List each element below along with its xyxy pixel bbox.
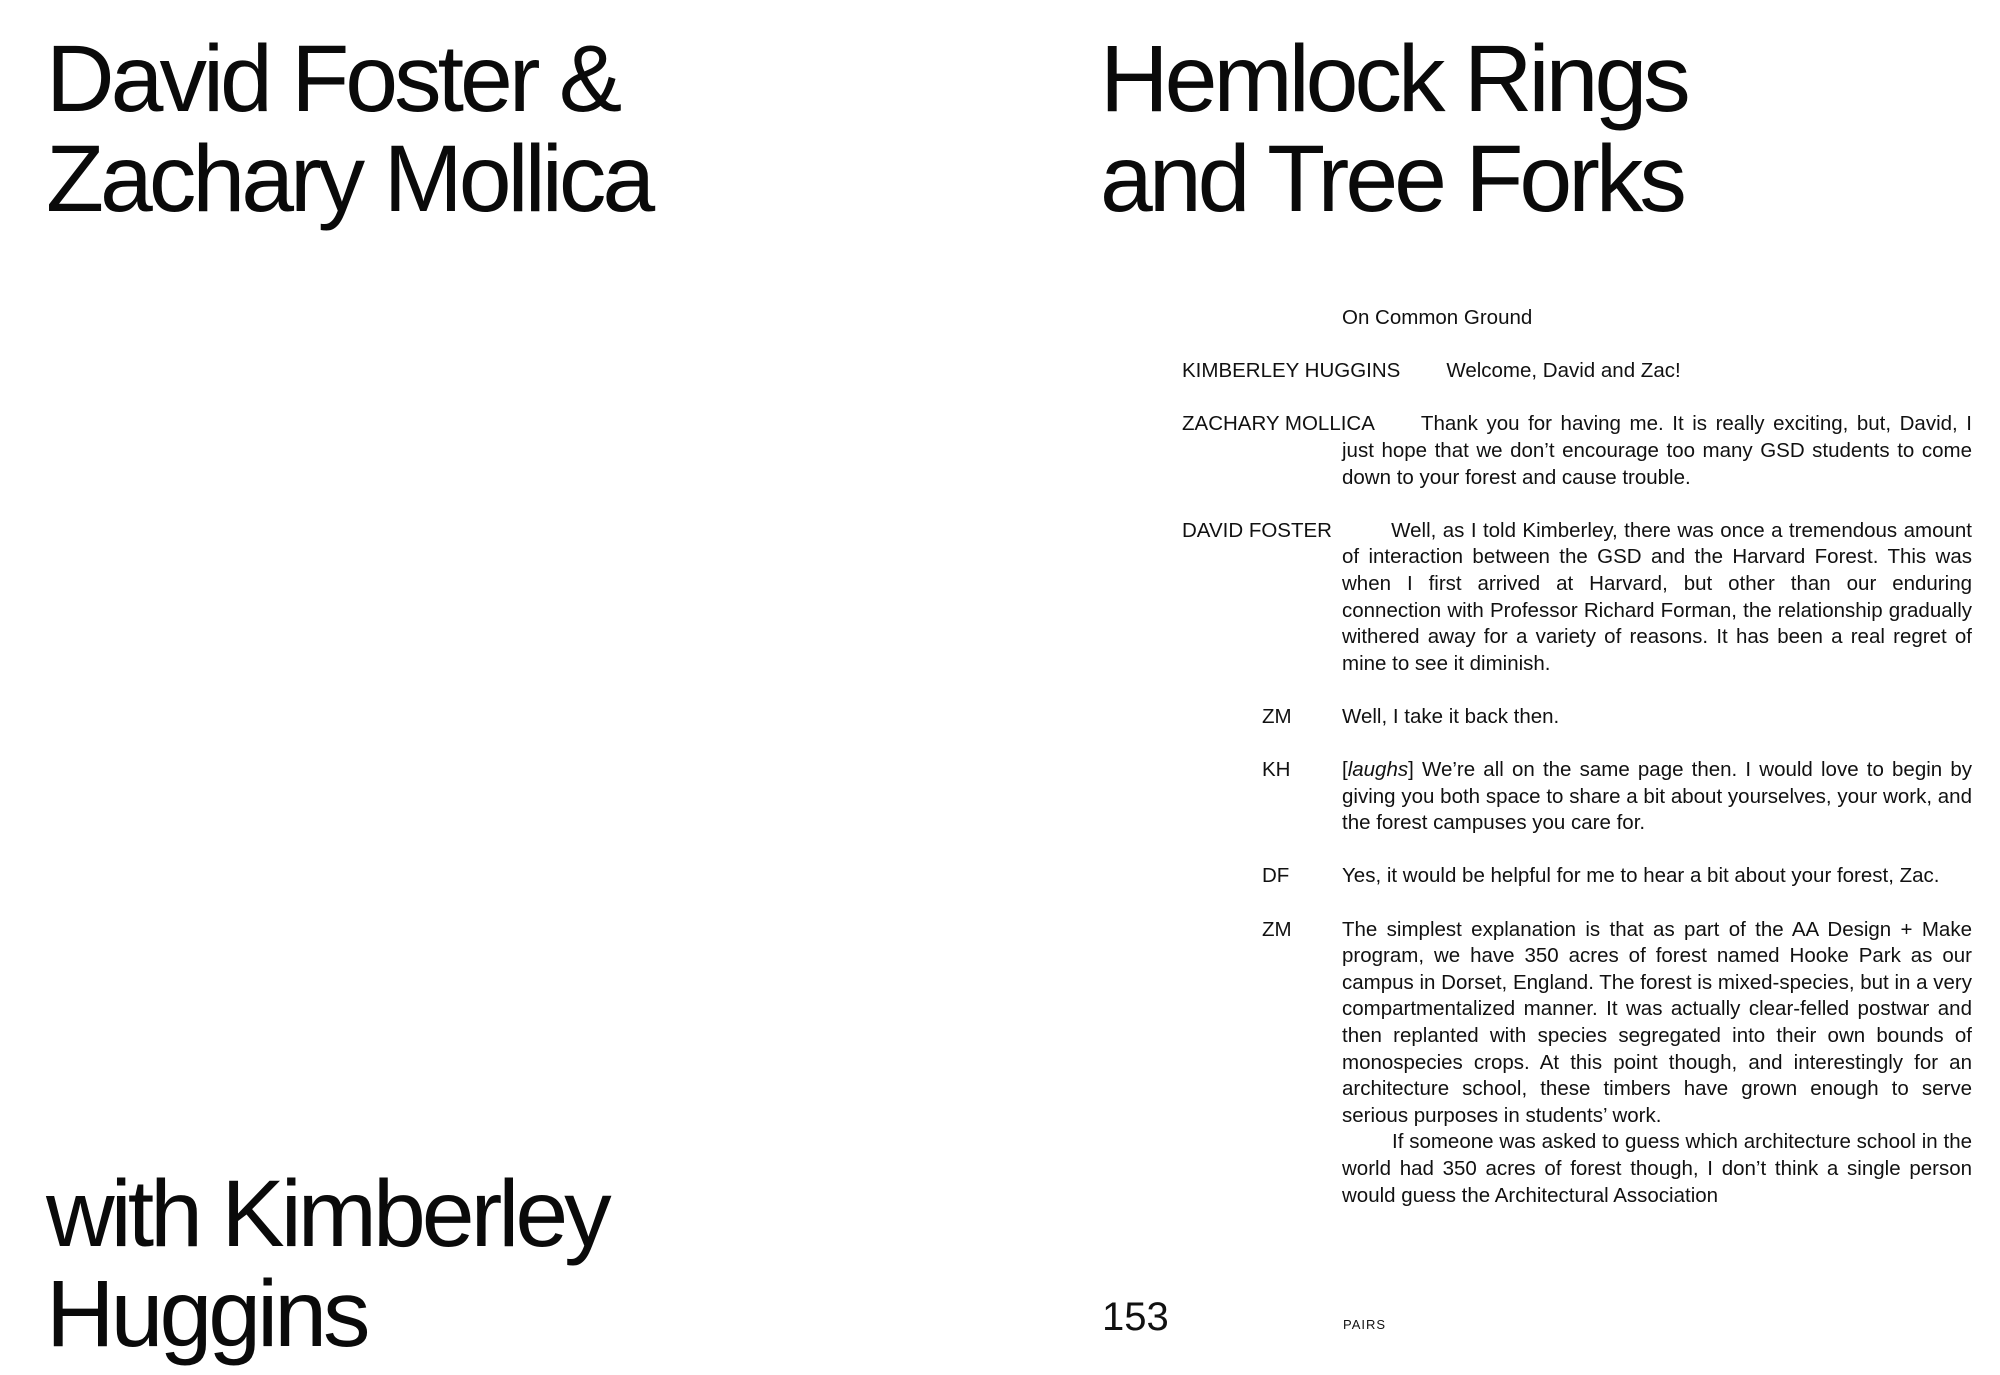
- dialogue-text: We’re all on the same page then. I would love to begin by giving you both space to share a bit about yourselves, your work, and the forest campuses you care for.: [1342, 758, 1972, 835]
- speaker-name: ZACHARY MOLLICA: [1182, 412, 1375, 436]
- left-subtitle-line-2: Huggins: [46, 1261, 367, 1367]
- dialogue-text-continued: If someone was asked to guess which architecture school in the world had 350 acres of forest though, I don’t think a single person would guess the Architectural Association: [1342, 1130, 1972, 1207]
- running-footer: PAIRS: [1343, 1317, 1387, 1332]
- right-title-line-2: and Tree Forks: [1100, 126, 1683, 232]
- left-page-title: [46, 26, 652, 232]
- left-title-line-1: David Foster &: [46, 26, 619, 132]
- speaker-initials: ZM: [1262, 704, 1292, 728]
- dialogue-turn: [1182, 411, 1972, 491]
- speaker-name: DAVID FOSTER: [1182, 518, 1332, 542]
- left-subtitle-line-1: with Kimberley: [46, 1161, 608, 1267]
- dialogue-text: Well, I take it back then.: [1342, 704, 1560, 728]
- dialogue-text: Thank you for having me. It is really exciting, but, David, I just hope that we don’t encourage too many GSD students to come down to your forest and cause trouble.: [1342, 412, 1972, 489]
- speaker-name: KIMBERLEY HUGGINS: [1182, 359, 1401, 383]
- speaker-initials: KH: [1262, 758, 1291, 782]
- dialogue-text: Well, as I told Kimberley, there was once a tremendous amount of interaction between the GSD and the Harvard Forest. This was when I first arrived at Harvard, but other than our enduring connection with Professor Richard Forman, the relationship gradually withered away for a variety of reasons. It has been a real regret of mine to see it diminish.: [1342, 518, 1972, 675]
- right-page-title: [1100, 26, 1687, 232]
- right-title-line-1: Hemlock Rings: [1100, 26, 1687, 132]
- dialogue-turn: [1262, 863, 1972, 890]
- left-title-line-2: Zachary Mollica: [46, 126, 652, 232]
- interview-text: [1182, 305, 1972, 1236]
- dialogue-text: Yes, it would be helpful for me to hear a bit about your forest, Zac.: [1342, 864, 1940, 888]
- stage-direction: laughs: [1347, 758, 1409, 782]
- dialogue-turn: [1182, 358, 1972, 385]
- page-number: 153: [1102, 1295, 1169, 1339]
- speaker-initials: DF: [1262, 864, 1290, 888]
- dialogue-turn: [1262, 704, 1972, 731]
- section-heading: On Common Ground: [1342, 306, 1533, 329]
- dialogue-turn: [1182, 518, 1972, 678]
- dialogue-turn: KH [laughs] We’re all on the same page then. I would love to begin by giving you both space to share a bit about yourselves, your work, and the forest campuses you care for.: [1262, 757, 1972, 837]
- dialogue-text: The simplest explanation is that as part of the AA Design + Make program, we have 350 acres of forest named Hooke Park as our campus in Dorset, England. The forest is mixed-species, but in a very compartmentalized manner. It was actually clear-felled postwar and then replanted with species segregated into their own bounds of monospecies crops. At this point though, and interestingly for an architecture school, these timbers have grown enough to serve serious purposes in students’ work.: [1342, 917, 1972, 1127]
- speaker-initials: ZM: [1262, 917, 1292, 941]
- dialogue-turn: [1262, 917, 1972, 1210]
- left-page-subtitle: [46, 1161, 608, 1367]
- dialogue-text: Welcome, David and Zac!: [1446, 359, 1681, 383]
